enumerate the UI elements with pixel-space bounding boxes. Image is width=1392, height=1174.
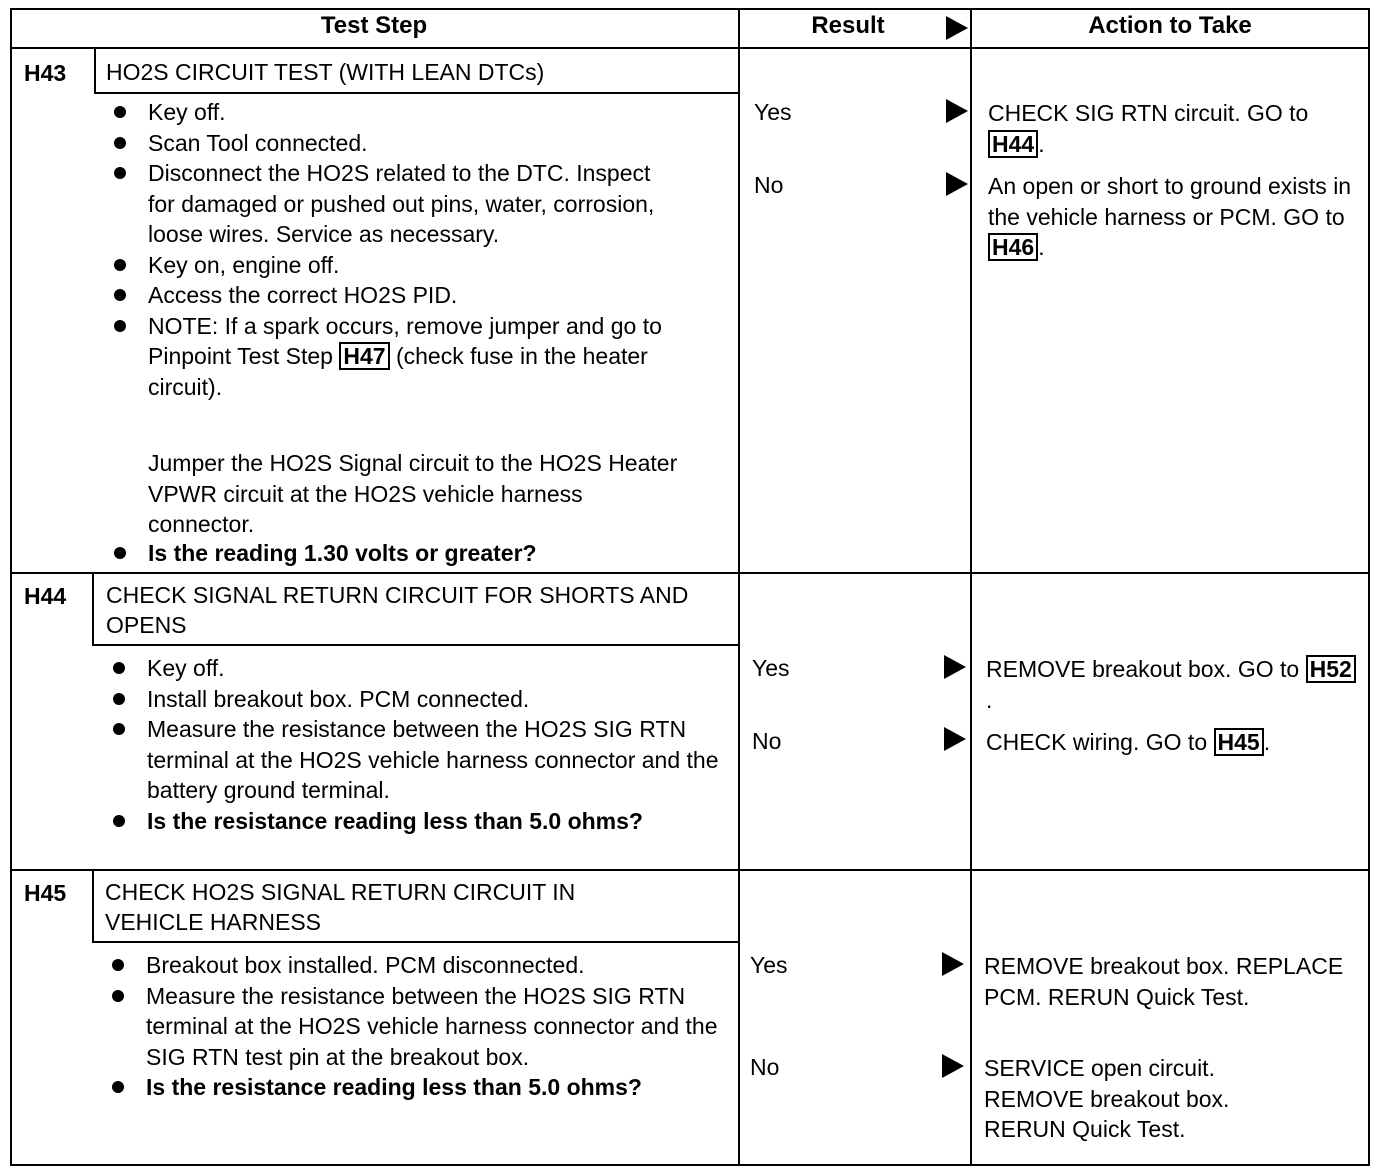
bullet-icon — [114, 289, 126, 301]
bullet-icon — [114, 106, 126, 118]
step-title-h44: CHECK SIGNAL RETURN CIRCUIT FOR SHORTS AND OPENS — [106, 582, 689, 638]
bullet-icon — [114, 547, 126, 559]
list-item: Disconnect the HO2S related to the DTC. Inspect for damaged or pushed out pins, water, corrosion, loose wires. Service as necessary. — [108, 158, 658, 250]
action-no-h45: SERVICE open circuit. REMOVE breakout box. RERUN Quick Test. — [984, 1055, 1230, 1142]
question-h43: Is the reading 1.30 volts or greater? — [108, 538, 708, 569]
step-id-divider-h45 — [92, 871, 94, 943]
action-yes-h44: REMOVE breakout box. GO to H52. — [986, 654, 1358, 715]
action-no-h44: CHECK wiring. GO to H45 . — [986, 729, 1271, 755]
bullet-icon — [114, 137, 126, 149]
bullet-icon — [113, 662, 125, 674]
bullet-list-h45 — [106, 950, 718, 1103]
arrow-yes-h43-icon — [946, 99, 968, 123]
header-result: Result — [811, 12, 885, 39]
question-h45: Is the resistance reading less than 5.0 ohms? — [106, 1072, 666, 1103]
bullet-icon — [113, 815, 125, 827]
result-no-h44: No — [752, 728, 782, 754]
bullet-icon — [112, 959, 124, 971]
list-item: Measure the resistance between the HO2S SIG RTN terminal at the HO2S vehicle harness connector and the battery ground terminal. — [107, 714, 747, 806]
list-item: Key off. — [107, 653, 707, 684]
step-ref-h52[interactable]: H52 — [1306, 655, 1356, 683]
bullet-icon — [112, 990, 124, 1002]
header-arrow-icon — [946, 16, 968, 40]
title-underline-h43 — [94, 92, 738, 94]
step-id-divider-h44 — [92, 574, 94, 646]
question-h44: Is the resistance reading less than 5.0 ohms? — [107, 806, 667, 837]
step-ref-h46[interactable]: H46 — [988, 233, 1038, 261]
step-id-h43: H43 — [24, 60, 67, 86]
header-test-step: Test Step — [320, 12, 428, 39]
arrow-no-h43-icon — [946, 172, 968, 196]
table-top-border — [10, 8, 1370, 10]
question-list-h43 — [108, 538, 708, 569]
table-right-border — [1368, 8, 1370, 1166]
arrow-yes-h44-icon — [944, 655, 966, 679]
bullet-icon — [112, 1081, 124, 1093]
step-id-h45: H45 — [24, 880, 67, 906]
step-ref-h44[interactable]: H44 — [988, 130, 1038, 158]
list-item: Access the correct HO2S PID. — [108, 280, 708, 311]
title-underline-h45 — [92, 941, 738, 943]
action-no-h43: An open or short to ground exists in the vehicle harness or PCM. GO to H46 . — [988, 173, 1352, 260]
list-item-note: NOTE: If a spark occurs, remove jumper and go to Pinpoint Test Step H47 (check fuse in the heater circuit). — [108, 311, 708, 403]
result-no-h45: No — [750, 1054, 780, 1080]
result-yes-h45: Yes — [750, 952, 788, 978]
list-item: Scan Tool connected. — [108, 128, 708, 159]
step-ref-h45[interactable]: H45 — [1214, 728, 1264, 756]
table-left-border — [10, 8, 12, 1166]
row-divider-h44-h45 — [10, 869, 1370, 871]
action-yes-h43: CHECK SIG RTN circuit. GO to H44 . — [988, 100, 1309, 157]
header-action: Action to Take — [1088, 12, 1252, 39]
result-no-h43: No — [754, 172, 784, 198]
bullet-icon — [113, 693, 125, 705]
arrow-no-h44-icon — [944, 727, 966, 751]
result-yes-h44: Yes — [752, 655, 790, 681]
list-item: Breakout box installed. PCM disconnected. — [106, 950, 706, 981]
bullet-list-h44 — [107, 653, 719, 836]
step-title-h43: HO2S CIRCUIT TEST (WITH LEAN DTCs) — [106, 59, 545, 85]
step-ref-h47[interactable]: H47 — [339, 342, 389, 370]
list-item: Key on, engine off. — [108, 250, 708, 281]
arrow-yes-h45-icon — [942, 952, 964, 976]
arrow-no-h45-icon — [942, 1054, 964, 1078]
header-bottom-border — [10, 47, 1370, 49]
col-divider-result-action — [970, 8, 972, 1166]
bullet-icon — [114, 320, 126, 332]
bullet-icon — [114, 167, 126, 179]
row-divider-h43-h44 — [10, 572, 1370, 574]
action-yes-h45: REMOVE breakout box. REPLACE PCM. RERUN Quick Test. — [984, 953, 1344, 1010]
step-title-h45: CHECK HO2S SIGNAL RETURN CIRCUIT IN VEHICLE HARNESS — [105, 879, 576, 935]
title-underline-h44 — [92, 644, 738, 646]
list-item: Key off. — [108, 97, 708, 128]
bullet-list-h43 — [108, 97, 708, 402]
list-item: Install breakout box. PCM connected. — [107, 684, 707, 715]
jumper-instruction-h43: Jumper the HO2S Signal circuit to the HO2S Heater VPWR circuit at the HO2S vehicle harness connector. — [148, 450, 678, 537]
table-bottom-border — [10, 1164, 1370, 1166]
bullet-icon — [113, 723, 125, 735]
list-item: Measure the resistance between the HO2S SIG RTN terminal at the HO2S vehicle harness connector and the SIG RTN test pin at the breakout box. — [106, 981, 746, 1073]
step-id-divider-h43 — [94, 49, 96, 93]
bullet-icon — [114, 259, 126, 271]
result-yes-h43: Yes — [754, 99, 792, 125]
step-id-h44: H44 — [24, 583, 67, 609]
